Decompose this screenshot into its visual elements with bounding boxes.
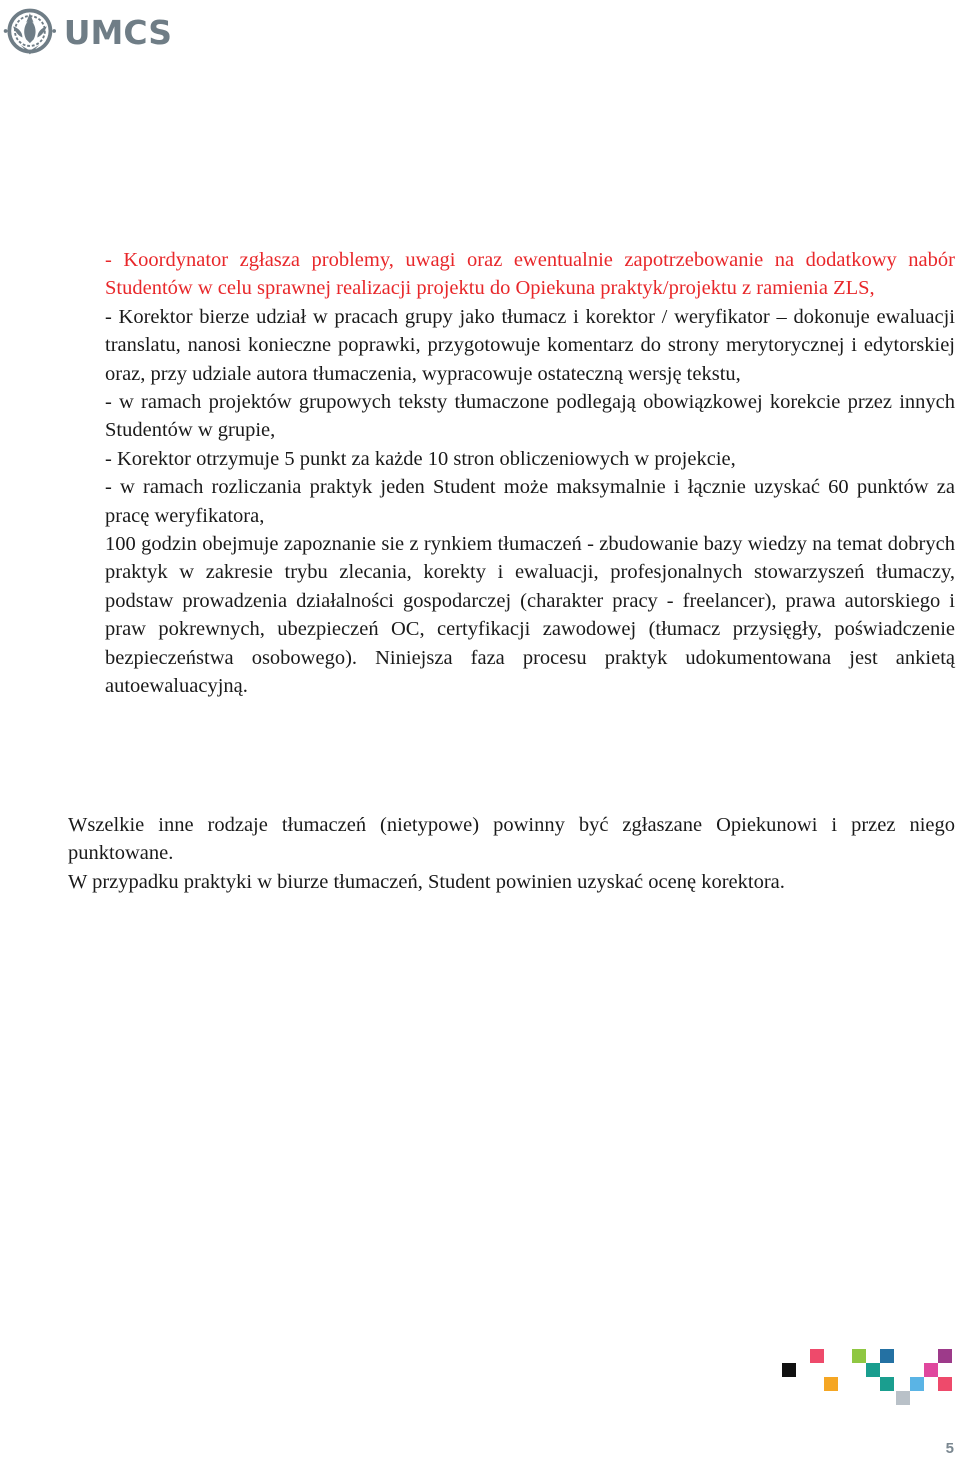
mosaic-square <box>824 1377 838 1391</box>
mosaic-square <box>924 1363 938 1377</box>
max-points-paragraph: - w ramach rozliczania praktyk jeden Student może maksymalnie i łącznie uzyskać 60 punktów za pracę weryfikatora, <box>105 476 955 527</box>
notes-section <box>68 811 955 896</box>
mosaic-square <box>896 1391 910 1405</box>
page-number: 5 <box>945 1440 954 1457</box>
mosaic-square <box>880 1349 894 1363</box>
mosaic-square <box>852 1349 866 1363</box>
hours-paragraph: 100 godzin obejmuje zapoznanie sie z rynkiem tłumaczeń - zbudowanie bazy wiedzy na temat dobrych praktyk w zakresie trybu zlecania, korekty i ewaluacji, profesjonalnych stowarzyszeń tłumaczy, podstaw prowadzenia działalności gospodarczej (charakter pracy - freelancer), prawa autorskiego i praw pokrewnych, ubezpieczeń OC, certyfikacji zawodowej (tłumacz przysięgły, poświadczenie bezpieczeństwa osobowego). Niniejsza faza procesu praktyk udokumentowana jest ankietą autoewaluacyjną. <box>105 533 955 698</box>
mosaic-square <box>866 1363 880 1377</box>
university-emblem-icon <box>0 0 60 62</box>
group-projects-paragraph: - w ramach projektów grupowych teksty tłumaczone podlegają obowiązkowej korekcie przez innych Studentów w grupie, <box>105 391 955 442</box>
mosaic-square <box>938 1377 952 1391</box>
corrector-points-paragraph: - Korektor otrzymuje 5 punkt za każde 10 stron obliczeniowych w projekcie, <box>105 447 736 470</box>
translation-office-note: W przypadku praktyki w biurze tłumaczeń, Student powinien uzyskać ocenę korektora. <box>68 870 785 893</box>
mosaic-square <box>880 1377 894 1391</box>
mosaic-square <box>910 1377 924 1391</box>
mosaic-square <box>782 1363 796 1377</box>
coordinator-paragraph: - Koordynator zgłasza problemy, uwagi oraz ewentualnie zapotrzebowanie na dodatkowy nabór Studentów w celu sprawnej realizacji projektu do Opiekuna praktyk/projektu z ramienia ZLS, <box>105 249 955 300</box>
umcs-logo <box>0 0 172 62</box>
document-body <box>105 246 955 701</box>
mosaic-square <box>810 1349 824 1363</box>
logo-wordmark: UMCS <box>63 12 172 52</box>
other-translations-note: Wszelkie inne rodzaje tłumaczeń (nietypowe) powinny być zgłaszane Opiekunowi i przez niego punktowane. <box>68 814 955 865</box>
corrector-paragraph: - Korektor bierze udział w pracach grupy jako tłumacz i korektor / weryfikator – dokonuje ewaluacji translatu, nanosi konieczne poprawki, przygotowuje komentarz do strony merytorycznej i edytorskiej oraz, przy udziale autora tłumaczenia, wypracowuje ostateczną wersję tekstu, <box>105 305 955 385</box>
mosaic-square <box>938 1349 952 1363</box>
